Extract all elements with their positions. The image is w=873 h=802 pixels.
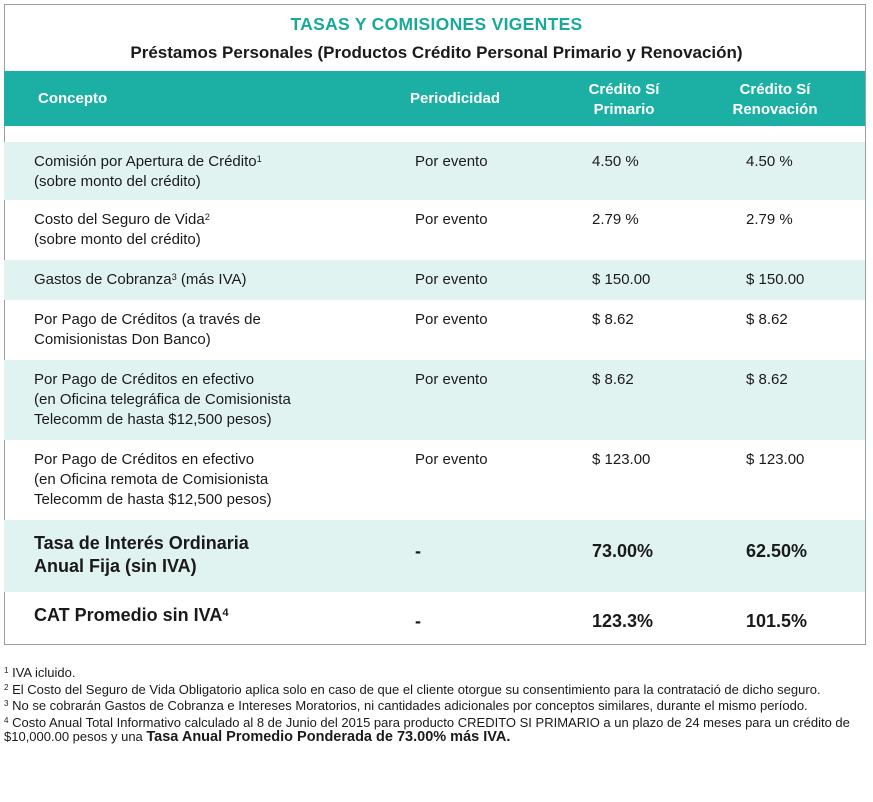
concepto-cell <box>34 210 374 250</box>
header-primario-line2: Primario <box>593 101 655 118</box>
periodicidad-cell: Por evento <box>415 271 488 288</box>
footnote-ref: 4 <box>222 606 229 619</box>
footnote-text: No se cobrarán Gastos de Cobranza e Intereses Moratorios, ni cantidades adicionales por conceptos similares, durante el mismo período. <box>8 698 808 713</box>
concepto-text: Comisionistas Don Banco) <box>34 331 211 348</box>
periodicidad-cell: - <box>415 541 421 561</box>
primario-cell: $ 150.00 <box>592 271 651 288</box>
table-row <box>4 440 865 520</box>
renovacion-cell: 62.50% <box>746 541 808 561</box>
table-row <box>4 592 865 644</box>
concepto-text: Telecomm de hasta $12,500 pesos) <box>34 491 272 508</box>
primario-cell: 2.79 % <box>592 211 639 228</box>
footnote-ref: 2 <box>204 211 210 222</box>
footnote <box>4 716 866 745</box>
primario-cell: $ 8.62 <box>592 371 634 388</box>
concepto-text: Telecomm de hasta $12,500 pesos) <box>34 411 272 428</box>
footnote <box>4 666 866 681</box>
table-row <box>4 520 865 592</box>
table-row <box>4 142 865 200</box>
concepto-text: Por Pago de Créditos en efectivo <box>34 451 255 468</box>
header-credito-renovacion <box>716 80 834 120</box>
concepto-text: (sobre monto del crédito) <box>34 231 201 248</box>
table-row <box>4 360 865 440</box>
header-credito-primario <box>565 80 683 120</box>
renovacion-cell: 4.50 % <box>746 153 793 170</box>
table-row <box>4 260 865 300</box>
concepto-cell <box>34 270 374 290</box>
table-row <box>4 200 865 260</box>
footnote-text: El Costo del Seguro de Vida Obligatorio aplica solo en caso de que el cliente otorgue su consentimiento para la contratació de dicho seguro. <box>8 681 821 697</box>
footnote-ref: 3 <box>171 271 177 282</box>
page-title: TASAS Y COMISIONES VIGENTES <box>290 14 583 34</box>
periodicidad-cell: Por evento <box>415 153 488 170</box>
primario-cell: 73.00% <box>592 541 654 561</box>
header-renovacion-line1: Crédito Sí <box>739 81 811 98</box>
footnote-text: Costo Anual Total Informativo calculado al 8 de Junio del 2015 para producto CREDITO SI PRIMARIO a un plazo de 24 meses para un crédito de $10,000.00 pesos y una <box>4 714 850 744</box>
primario-cell: 4.50 % <box>592 153 639 170</box>
concepto-text: Costo del Seguro de Vida <box>34 211 205 228</box>
primario-cell: 123.3% <box>592 611 654 631</box>
page-subtitle: Préstamos Personales (Productos Crédito Personal Primario y Renovación) <box>130 43 743 62</box>
header-renovacion-line2: Renovación <box>732 101 818 118</box>
table-row <box>4 300 865 360</box>
footnote-number: 3 <box>4 699 9 709</box>
periodicidad-cell: Por evento <box>415 311 488 328</box>
concepto-cell <box>34 604 374 627</box>
renovacion-cell: $ 8.62 <box>746 311 788 328</box>
concepto-text: Comisión por Apertura de Crédito <box>34 153 257 170</box>
renovacion-cell: $ 8.62 <box>746 371 788 388</box>
concepto-text: Gastos de Cobranza <box>34 271 172 288</box>
concepto-cell <box>34 370 374 430</box>
concepto-text: (sobre monto del crédito) <box>34 173 201 190</box>
footnote-text: IVA icluido. <box>8 665 76 680</box>
footnote-ref: 1 <box>256 153 262 164</box>
concepto-text: Por Pago de Créditos (a través de <box>34 311 261 328</box>
concepto-cell <box>34 152 374 192</box>
primario-cell: $ 8.62 <box>592 311 634 328</box>
header-primario-line1: Crédito Sí <box>588 81 660 98</box>
concepto-cell <box>34 310 374 350</box>
footnote-number: 1 <box>4 666 9 676</box>
footnote-bold-text: Tasa Anual Promedio Ponderada de 73.00% más IVA. <box>146 729 511 745</box>
primario-cell: $ 123.00 <box>592 451 651 468</box>
table-header <box>4 71 865 126</box>
periodicidad-cell: Por evento <box>415 371 488 388</box>
concepto-text: (en Oficina telegráfica de Comisionista <box>34 391 291 408</box>
concepto-text: Anual Fija (sin IVA) <box>34 556 197 576</box>
concepto-text: Tasa de Interés Ordinaria <box>34 533 249 553</box>
renovacion-cell: $ 150.00 <box>746 271 805 288</box>
periodicidad-cell: Por evento <box>415 211 488 228</box>
footnotes <box>4 666 866 747</box>
header-concepto: Concepto <box>38 90 108 107</box>
footnote <box>4 699 866 714</box>
concepto-text: (más IVA) <box>176 271 247 288</box>
concepto-text: (en Oficina remota de Comisionista <box>34 471 269 488</box>
concepto-text: CAT Promedio sin IVA <box>34 605 223 625</box>
footnote-number: 4 <box>4 715 9 725</box>
footnote <box>4 683 866 698</box>
header-periodicidad: Periodicidad <box>410 90 501 107</box>
periodicidad-cell: - <box>415 611 421 631</box>
renovacion-cell: 2.79 % <box>746 211 793 228</box>
footnote-number: 2 <box>4 682 9 692</box>
concepto-cell <box>34 532 374 578</box>
concepto-cell <box>34 450 374 510</box>
renovacion-cell: 101.5% <box>746 611 808 631</box>
periodicidad-cell: Por evento <box>415 451 488 468</box>
renovacion-cell: $ 123.00 <box>746 451 805 468</box>
concepto-text: Por Pago de Créditos en efectivo <box>34 371 255 388</box>
